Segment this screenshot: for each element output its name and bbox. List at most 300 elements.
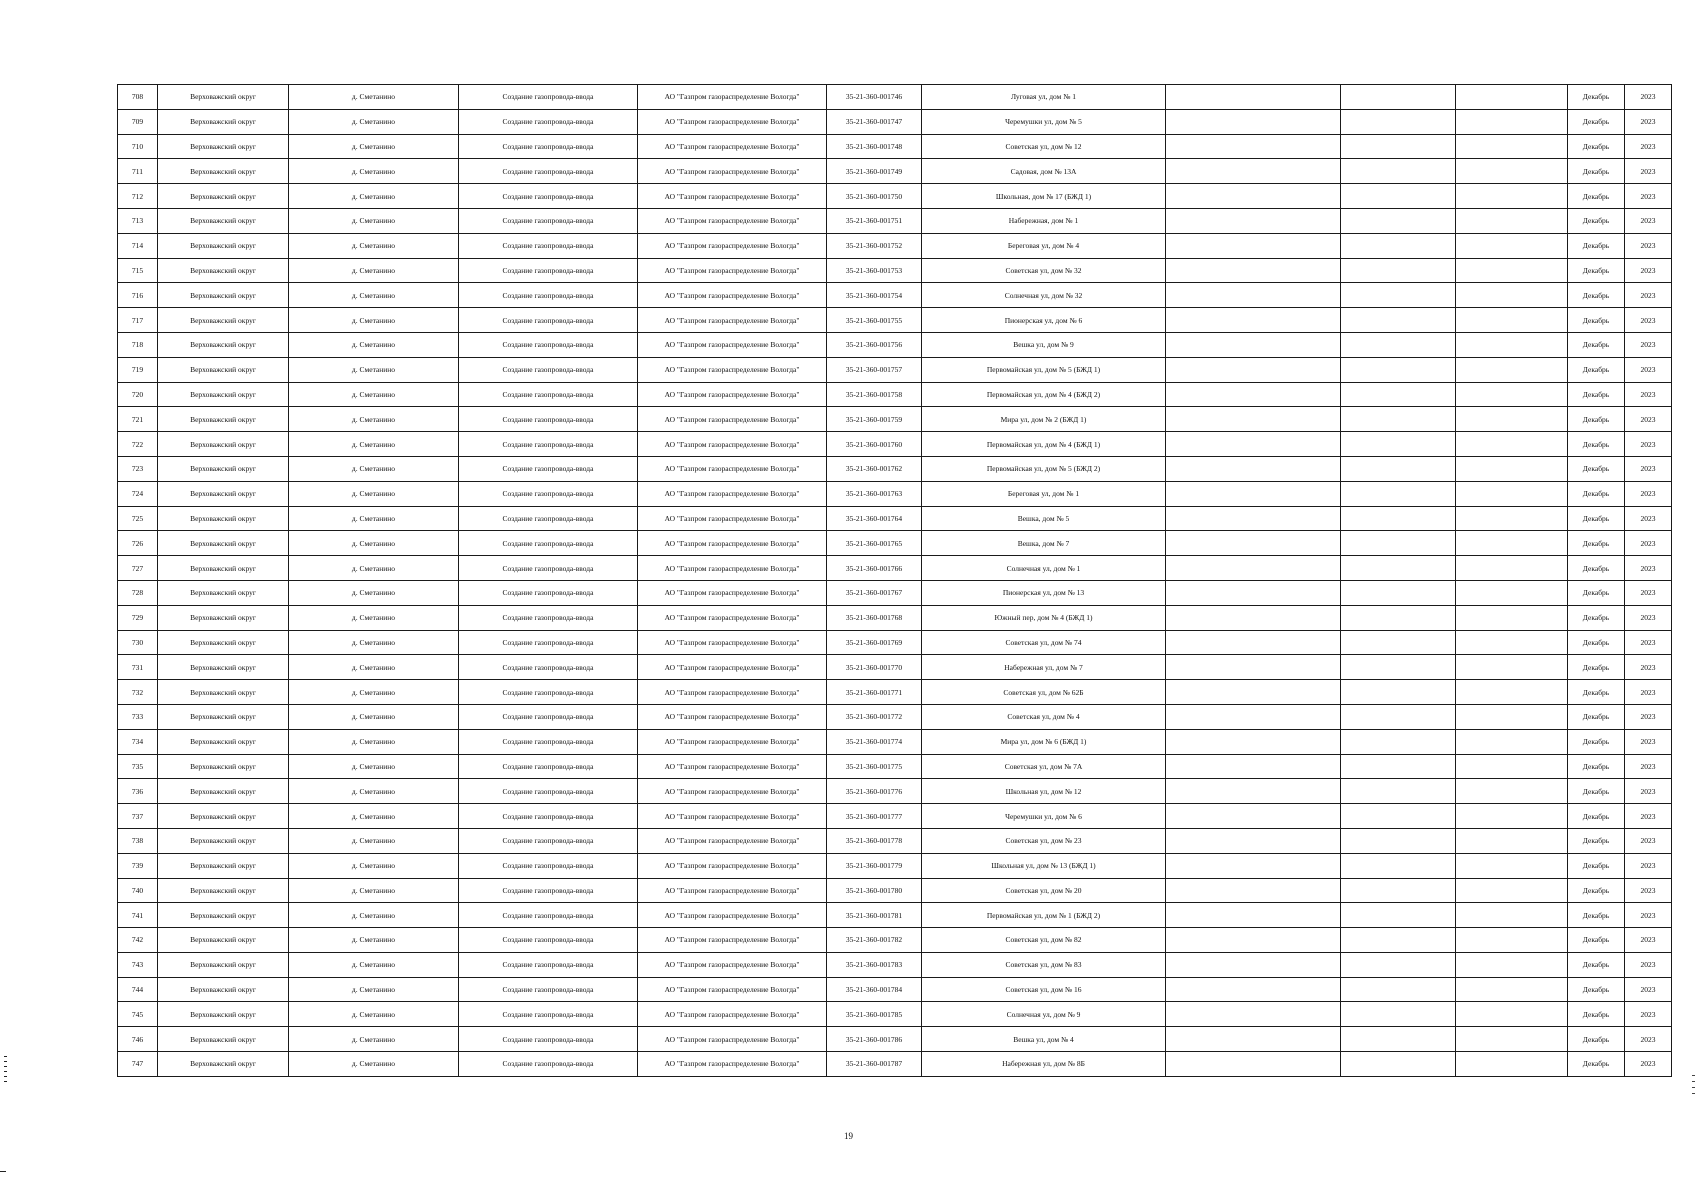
- object-code-cell: 35-21-360-001747: [827, 109, 922, 134]
- empty-cell: [1456, 754, 1568, 779]
- empty-cell: [1456, 407, 1568, 432]
- month-cell: Декабрь: [1568, 977, 1625, 1002]
- organization-cell: АО "Газпром газораспределение Вологда": [638, 903, 827, 928]
- empty-cell: [1166, 481, 1341, 506]
- address-cell: Береговая ул, дом № 4: [922, 233, 1166, 258]
- table-row: [118, 878, 1672, 903]
- month-cell: Декабрь: [1568, 605, 1625, 630]
- settlement-cell: д. Сметанино: [289, 308, 459, 333]
- row-number-cell: 745: [118, 1002, 158, 1027]
- month-cell: Декабрь: [1568, 704, 1625, 729]
- month-cell: Декабрь: [1568, 952, 1625, 977]
- address-cell: Черемушки ул, дом № 6: [922, 804, 1166, 829]
- table-row: [118, 308, 1672, 333]
- object-code-cell: 35-21-360-001785: [827, 1002, 922, 1027]
- district-cell: Верховажский округ: [158, 159, 289, 184]
- empty-cell: [1456, 382, 1568, 407]
- table-row: [118, 928, 1672, 953]
- empty-cell: [1456, 184, 1568, 209]
- month-cell: Декабрь: [1568, 85, 1625, 110]
- empty-cell: [1341, 233, 1456, 258]
- table-row: [118, 258, 1672, 283]
- organization-cell: АО "Газпром газораспределение Вологда": [638, 779, 827, 804]
- object-code-cell: 35-21-360-001778: [827, 828, 922, 853]
- table-row: [118, 357, 1672, 382]
- settlement-cell: д. Сметанино: [289, 85, 459, 110]
- work-type-cell: Создание газопровода-ввода: [459, 779, 638, 804]
- empty-cell: [1456, 680, 1568, 705]
- row-number-cell: 734: [118, 729, 158, 754]
- district-cell: Верховажский округ: [158, 357, 289, 382]
- address-cell: Мира ул, дом № 6 (БЖД 1): [922, 729, 1166, 754]
- empty-cell: [1456, 159, 1568, 184]
- object-code-cell: 35-21-360-001758: [827, 382, 922, 407]
- empty-cell: [1341, 208, 1456, 233]
- district-cell: Верховажский округ: [158, 109, 289, 134]
- address-cell: Первомайская ул, дом № 1 (БЖД 2): [922, 903, 1166, 928]
- district-cell: Верховажский округ: [158, 680, 289, 705]
- month-cell: Декабрь: [1568, 407, 1625, 432]
- table-row: [118, 109, 1672, 134]
- settlement-cell: д. Сметанино: [289, 952, 459, 977]
- district-cell: Верховажский округ: [158, 134, 289, 159]
- address-cell: Мира ул, дом № 2 (БЖД 1): [922, 407, 1166, 432]
- row-number-cell: 737: [118, 804, 158, 829]
- district-cell: Верховажский округ: [158, 208, 289, 233]
- year-cell: 2023: [1625, 729, 1672, 754]
- district-cell: Верховажский округ: [158, 704, 289, 729]
- row-number-cell: 708: [118, 85, 158, 110]
- empty-cell: [1166, 630, 1341, 655]
- work-type-cell: Создание газопровода-ввода: [459, 903, 638, 928]
- year-cell: 2023: [1625, 283, 1672, 308]
- address-cell: Набережная ул, дом № 8Б: [922, 1052, 1166, 1077]
- organization-cell: АО "Газпром газораспределение Вологда": [638, 952, 827, 977]
- empty-cell: [1166, 680, 1341, 705]
- district-cell: Верховажский округ: [158, 1027, 289, 1052]
- row-number-cell: 730: [118, 630, 158, 655]
- empty-cell: [1166, 1052, 1341, 1077]
- address-cell: Набережная, дом № 1: [922, 208, 1166, 233]
- settlement-cell: д. Сметанино: [289, 258, 459, 283]
- empty-cell: [1341, 556, 1456, 581]
- work-type-cell: Создание газопровода-ввода: [459, 159, 638, 184]
- empty-cell: [1166, 878, 1341, 903]
- object-code-cell: 35-21-360-001774: [827, 729, 922, 754]
- month-cell: Декабрь: [1568, 258, 1625, 283]
- month-cell: Декабрь: [1568, 308, 1625, 333]
- empty-cell: [1341, 531, 1456, 556]
- organization-cell: АО "Газпром газораспределение Вологда": [638, 804, 827, 829]
- month-cell: Декабрь: [1568, 556, 1625, 581]
- year-cell: 2023: [1625, 432, 1672, 457]
- organization-cell: АО "Газпром газораспределение Вологда": [638, 283, 827, 308]
- object-code-cell: 35-21-360-001753: [827, 258, 922, 283]
- empty-cell: [1166, 85, 1341, 110]
- empty-cell: [1341, 382, 1456, 407]
- empty-cell: [1166, 357, 1341, 382]
- empty-cell: [1341, 779, 1456, 804]
- object-code-cell: 35-21-360-001746: [827, 85, 922, 110]
- scan-edge-mark-left: [4, 1056, 7, 1086]
- year-cell: 2023: [1625, 332, 1672, 357]
- district-cell: Верховажский округ: [158, 1052, 289, 1077]
- year-cell: 2023: [1625, 407, 1672, 432]
- empty-cell: [1166, 456, 1341, 481]
- organization-cell: АО "Газпром газораспределение Вологда": [638, 680, 827, 705]
- year-cell: 2023: [1625, 481, 1672, 506]
- empty-cell: [1341, 308, 1456, 333]
- month-cell: Декабрь: [1568, 233, 1625, 258]
- settlement-cell: д. Сметанино: [289, 332, 459, 357]
- address-cell: Советская ул, дом № 83: [922, 952, 1166, 977]
- object-code-cell: 35-21-360-001755: [827, 308, 922, 333]
- organization-cell: АО "Газпром газораспределение Вологда": [638, 977, 827, 1002]
- settlement-cell: д. Сметанино: [289, 208, 459, 233]
- empty-cell: [1456, 481, 1568, 506]
- month-cell: Декабрь: [1568, 531, 1625, 556]
- work-type-cell: Создание газопровода-ввода: [459, 804, 638, 829]
- district-cell: Верховажский округ: [158, 630, 289, 655]
- month-cell: Декабрь: [1568, 754, 1625, 779]
- organization-cell: АО "Газпром газораспределение Вологда": [638, 729, 827, 754]
- table-row: [118, 506, 1672, 531]
- settlement-cell: д. Сметанино: [289, 704, 459, 729]
- organization-cell: АО "Газпром газораспределение Вологда": [638, 456, 827, 481]
- address-cell: Вешка ул, дом № 4: [922, 1027, 1166, 1052]
- object-code-cell: 35-21-360-001762: [827, 456, 922, 481]
- work-type-cell: Создание газопровода-ввода: [459, 233, 638, 258]
- work-type-cell: Создание газопровода-ввода: [459, 729, 638, 754]
- work-type-cell: Создание газопровода-ввода: [459, 1002, 638, 1027]
- object-code-cell: 35-21-360-001772: [827, 704, 922, 729]
- work-type-cell: Создание газопровода-ввода: [459, 580, 638, 605]
- organization-cell: АО "Газпром газораспределение Вологда": [638, 580, 827, 605]
- settlement-cell: д. Сметанино: [289, 1027, 459, 1052]
- year-cell: 2023: [1625, 556, 1672, 581]
- organization-cell: АО "Газпром газораспределение Вологда": [638, 332, 827, 357]
- empty-cell: [1456, 977, 1568, 1002]
- settlement-cell: д. Сметанино: [289, 184, 459, 209]
- table-row: [118, 952, 1672, 977]
- address-cell: Вешка, дом № 7: [922, 531, 1166, 556]
- district-cell: Верховажский округ: [158, 580, 289, 605]
- table-row: [118, 853, 1672, 878]
- object-code-cell: 35-21-360-001748: [827, 134, 922, 159]
- empty-cell: [1166, 432, 1341, 457]
- work-type-cell: Создание газопровода-ввода: [459, 283, 638, 308]
- empty-cell: [1456, 630, 1568, 655]
- row-number-cell: 741: [118, 903, 158, 928]
- row-number-cell: 738: [118, 828, 158, 853]
- empty-cell: [1341, 952, 1456, 977]
- settlement-cell: д. Сметанино: [289, 357, 459, 382]
- work-type-cell: Создание газопровода-ввода: [459, 407, 638, 432]
- row-number-cell: 742: [118, 928, 158, 953]
- district-cell: Верховажский округ: [158, 258, 289, 283]
- district-cell: Верховажский округ: [158, 878, 289, 903]
- empty-cell: [1341, 1027, 1456, 1052]
- object-code-cell: 35-21-360-001779: [827, 853, 922, 878]
- month-cell: Декабрь: [1568, 432, 1625, 457]
- empty-cell: [1166, 977, 1341, 1002]
- registry-table: [117, 84, 1672, 1077]
- object-code-cell: 35-21-360-001763: [827, 481, 922, 506]
- address-cell: Вешка ул, дом № 9: [922, 332, 1166, 357]
- table-row: [118, 556, 1672, 581]
- row-number-cell: 720: [118, 382, 158, 407]
- settlement-cell: д. Сметанино: [289, 233, 459, 258]
- settlement-cell: д. Сметанино: [289, 779, 459, 804]
- year-cell: 2023: [1625, 704, 1672, 729]
- row-number-cell: 715: [118, 258, 158, 283]
- district-cell: Верховажский округ: [158, 556, 289, 581]
- settlement-cell: д. Сметанино: [289, 580, 459, 605]
- settlement-cell: д. Сметанино: [289, 655, 459, 680]
- object-code-cell: 35-21-360-001757: [827, 357, 922, 382]
- work-type-cell: Создание газопровода-ввода: [459, 928, 638, 953]
- empty-cell: [1341, 159, 1456, 184]
- empty-cell: [1341, 258, 1456, 283]
- table-row: [118, 481, 1672, 506]
- settlement-cell: д. Сметанино: [289, 729, 459, 754]
- object-code-cell: 35-21-360-001768: [827, 605, 922, 630]
- year-cell: 2023: [1625, 853, 1672, 878]
- year-cell: 2023: [1625, 382, 1672, 407]
- object-code-cell: 35-21-360-001777: [827, 804, 922, 829]
- table-row: [118, 729, 1672, 754]
- empty-cell: [1456, 283, 1568, 308]
- empty-cell: [1166, 580, 1341, 605]
- address-cell: Советская ул, дом № 23: [922, 828, 1166, 853]
- empty-cell: [1456, 804, 1568, 829]
- year-cell: 2023: [1625, 134, 1672, 159]
- settlement-cell: д. Сметанино: [289, 977, 459, 1002]
- settlement-cell: д. Сметанино: [289, 1002, 459, 1027]
- year-cell: 2023: [1625, 357, 1672, 382]
- year-cell: 2023: [1625, 580, 1672, 605]
- address-cell: Пионерская ул, дом № 13: [922, 580, 1166, 605]
- year-cell: 2023: [1625, 233, 1672, 258]
- empty-cell: [1166, 134, 1341, 159]
- empty-cell: [1341, 580, 1456, 605]
- object-code-cell: 35-21-360-001783: [827, 952, 922, 977]
- address-cell: Садовая, дом № 13А: [922, 159, 1166, 184]
- district-cell: Верховажский округ: [158, 456, 289, 481]
- organization-cell: АО "Газпром газораспределение Вологда": [638, 630, 827, 655]
- empty-cell: [1166, 828, 1341, 853]
- district-cell: Верховажский округ: [158, 754, 289, 779]
- organization-cell: АО "Газпром газораспределение Вологда": [638, 382, 827, 407]
- year-cell: 2023: [1625, 605, 1672, 630]
- settlement-cell: д. Сметанино: [289, 283, 459, 308]
- empty-cell: [1341, 630, 1456, 655]
- organization-cell: АО "Газпром газораспределение Вологда": [638, 85, 827, 110]
- row-number-cell: 747: [118, 1052, 158, 1077]
- work-type-cell: Создание газопровода-ввода: [459, 605, 638, 630]
- work-type-cell: Создание газопровода-ввода: [459, 432, 638, 457]
- work-type-cell: Создание газопровода-ввода: [459, 655, 638, 680]
- work-type-cell: Создание газопровода-ввода: [459, 109, 638, 134]
- empty-cell: [1456, 208, 1568, 233]
- year-cell: 2023: [1625, 506, 1672, 531]
- object-code-cell: 35-21-360-001767: [827, 580, 922, 605]
- address-cell: Советская ул, дом № 16: [922, 977, 1166, 1002]
- organization-cell: АО "Газпром газораспределение Вологда": [638, 506, 827, 531]
- empty-cell: [1456, 258, 1568, 283]
- address-cell: Советская ул, дом № 82: [922, 928, 1166, 953]
- year-cell: 2023: [1625, 1052, 1672, 1077]
- year-cell: 2023: [1625, 828, 1672, 853]
- organization-cell: АО "Газпром газораспределение Вологда": [638, 159, 827, 184]
- work-type-cell: Создание газопровода-ввода: [459, 1052, 638, 1077]
- address-cell: Солнечная ул, дом № 1: [922, 556, 1166, 581]
- district-cell: Верховажский округ: [158, 903, 289, 928]
- table-row: [118, 580, 1672, 605]
- month-cell: Декабрь: [1568, 481, 1625, 506]
- empty-cell: [1456, 332, 1568, 357]
- settlement-cell: д. Сметанино: [289, 432, 459, 457]
- empty-cell: [1166, 308, 1341, 333]
- object-code-cell: 35-21-360-001759: [827, 407, 922, 432]
- empty-cell: [1341, 680, 1456, 705]
- organization-cell: АО "Газпром газораспределение Вологда": [638, 481, 827, 506]
- scan-edge-dash: [0, 1171, 6, 1172]
- district-cell: Верховажский округ: [158, 605, 289, 630]
- empty-cell: [1341, 357, 1456, 382]
- work-type-cell: Создание газопровода-ввода: [459, 828, 638, 853]
- empty-cell: [1456, 1052, 1568, 1077]
- empty-cell: [1166, 779, 1341, 804]
- district-cell: Верховажский округ: [158, 481, 289, 506]
- table-row: [118, 85, 1672, 110]
- empty-cell: [1166, 283, 1341, 308]
- address-cell: Советская ул, дом № 20: [922, 878, 1166, 903]
- row-number-cell: 746: [118, 1027, 158, 1052]
- row-number-cell: 710: [118, 134, 158, 159]
- empty-cell: [1456, 853, 1568, 878]
- month-cell: Декабрь: [1568, 506, 1625, 531]
- empty-cell: [1166, 903, 1341, 928]
- object-code-cell: 35-21-360-001775: [827, 754, 922, 779]
- table-row: [118, 432, 1672, 457]
- row-number-cell: 717: [118, 308, 158, 333]
- object-code-cell: 35-21-360-001766: [827, 556, 922, 581]
- organization-cell: АО "Газпром газораспределение Вологда": [638, 928, 827, 953]
- organization-cell: АО "Газпром газораспределение Вологда": [638, 1002, 827, 1027]
- empty-cell: [1166, 407, 1341, 432]
- settlement-cell: д. Сметанино: [289, 680, 459, 705]
- address-cell: Школьная, дом № 17 (БЖД 1): [922, 184, 1166, 209]
- address-cell: Пионерская ул, дом № 6: [922, 308, 1166, 333]
- settlement-cell: д. Сметанино: [289, 1052, 459, 1077]
- address-cell: Набережная ул, дом № 7: [922, 655, 1166, 680]
- settlement-cell: д. Сметанино: [289, 134, 459, 159]
- year-cell: 2023: [1625, 804, 1672, 829]
- table-row: [118, 159, 1672, 184]
- empty-cell: [1456, 580, 1568, 605]
- work-type-cell: Создание газопровода-ввода: [459, 332, 638, 357]
- object-code-cell: 35-21-360-001784: [827, 977, 922, 1002]
- empty-cell: [1456, 531, 1568, 556]
- empty-cell: [1166, 556, 1341, 581]
- organization-cell: АО "Газпром газораспределение Вологда": [638, 233, 827, 258]
- empty-cell: [1166, 754, 1341, 779]
- row-number-cell: 729: [118, 605, 158, 630]
- empty-cell: [1456, 605, 1568, 630]
- month-cell: Декабрь: [1568, 109, 1625, 134]
- table-row: [118, 680, 1672, 705]
- empty-cell: [1341, 506, 1456, 531]
- row-number-cell: 728: [118, 580, 158, 605]
- year-cell: 2023: [1625, 952, 1672, 977]
- district-cell: Верховажский округ: [158, 853, 289, 878]
- table-row: [118, 630, 1672, 655]
- address-cell: Черемушки ул, дом № 5: [922, 109, 1166, 134]
- row-number-cell: 743: [118, 952, 158, 977]
- month-cell: Декабрь: [1568, 184, 1625, 209]
- month-cell: Декабрь: [1568, 283, 1625, 308]
- object-code-cell: 35-21-360-001756: [827, 332, 922, 357]
- district-cell: Верховажский округ: [158, 655, 289, 680]
- year-cell: 2023: [1625, 680, 1672, 705]
- work-type-cell: Создание газопровода-ввода: [459, 878, 638, 903]
- empty-cell: [1456, 85, 1568, 110]
- empty-cell: [1341, 407, 1456, 432]
- row-number-cell: 725: [118, 506, 158, 531]
- month-cell: Декабрь: [1568, 680, 1625, 705]
- row-number-cell: 723: [118, 456, 158, 481]
- row-number-cell: 714: [118, 233, 158, 258]
- work-type-cell: Создание газопровода-ввода: [459, 704, 638, 729]
- empty-cell: [1166, 531, 1341, 556]
- page-number: 19: [844, 1131, 853, 1141]
- empty-cell: [1341, 332, 1456, 357]
- table-row: [118, 1002, 1672, 1027]
- empty-cell: [1166, 804, 1341, 829]
- object-code-cell: 35-21-360-001769: [827, 630, 922, 655]
- row-number-cell: 709: [118, 109, 158, 134]
- object-code-cell: 35-21-360-001764: [827, 506, 922, 531]
- year-cell: 2023: [1625, 258, 1672, 283]
- empty-cell: [1166, 655, 1341, 680]
- settlement-cell: д. Сметанино: [289, 506, 459, 531]
- empty-cell: [1166, 109, 1341, 134]
- address-cell: Луговая ул, дом № 1: [922, 85, 1166, 110]
- row-number-cell: 713: [118, 208, 158, 233]
- empty-cell: [1456, 1027, 1568, 1052]
- month-cell: Декабрь: [1568, 903, 1625, 928]
- row-number-cell: 733: [118, 704, 158, 729]
- object-code-cell: 35-21-360-001786: [827, 1027, 922, 1052]
- organization-cell: АО "Газпром газораспределение Вологда": [638, 531, 827, 556]
- row-number-cell: 727: [118, 556, 158, 581]
- settlement-cell: д. Сметанино: [289, 407, 459, 432]
- address-cell: Школьная ул, дом № 13 (БЖД 1): [922, 853, 1166, 878]
- district-cell: Верховажский округ: [158, 382, 289, 407]
- table-row: [118, 828, 1672, 853]
- year-cell: 2023: [1625, 208, 1672, 233]
- organization-cell: АО "Газпром газораспределение Вологда": [638, 308, 827, 333]
- empty-cell: [1456, 456, 1568, 481]
- address-cell: Первомайская ул, дом № 4 (БЖД 2): [922, 382, 1166, 407]
- empty-cell: [1456, 729, 1568, 754]
- table-row: [118, 456, 1672, 481]
- district-cell: Верховажский округ: [158, 308, 289, 333]
- empty-cell: [1166, 506, 1341, 531]
- table-row: [118, 184, 1672, 209]
- month-cell: Декабрь: [1568, 456, 1625, 481]
